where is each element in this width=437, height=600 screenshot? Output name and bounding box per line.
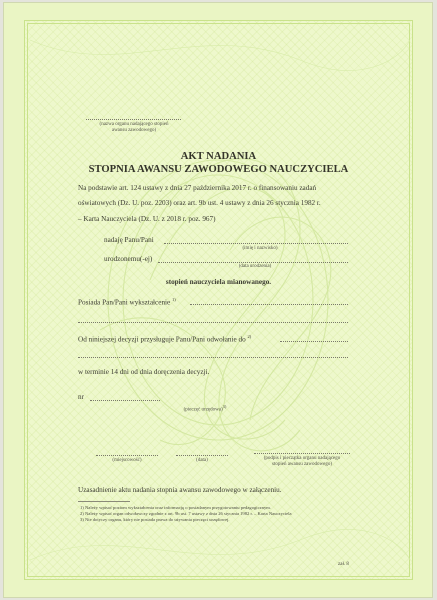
degree-text: stopień nauczyciela mianowanego. bbox=[165, 278, 272, 286]
birth-date-field[interactable] bbox=[158, 262, 348, 263]
grant-label: nadaję Panu/Pani bbox=[104, 236, 154, 244]
justification-note: Uzasadnienie aktu nadania stopnia awansu zawodowego w załączeniu. bbox=[78, 486, 282, 494]
signature-field[interactable] bbox=[254, 453, 350, 454]
education-field-1[interactable] bbox=[190, 304, 348, 305]
footnote-2: 2) Należy wpisać organ odwoławczy zgodnie z art. 9b ust. 7 ustawy z dnia 26 stycznia 1982 r. – Karta Nauczyciela bbox=[80, 511, 292, 516]
document-subtitle: STOPNIA AWANSU ZAWODOWEGO NAUCZYCIELA bbox=[88, 164, 349, 175]
footnote-3: 3) Nie dotyczy organu, który nie posiada prawa do używania pieczęci urzędowej. bbox=[80, 517, 230, 522]
issuer-line bbox=[86, 119, 181, 120]
date-caption: (data) bbox=[196, 458, 208, 463]
born-label: urodzonemu(-ej) bbox=[104, 255, 153, 263]
signature-caption-1: (podpis i pieczątka organu nadającego bbox=[263, 456, 341, 461]
appeal-deadline: w terminie 14 dni od dnia doręczenia decyzji. bbox=[78, 368, 210, 376]
document-title: AKT NADANIA bbox=[180, 151, 257, 162]
footnote-1: 1) Należy wpisać poziom wykształcenia oraz informację o posiadanym przygotowaniu pedagogicznym. bbox=[80, 505, 271, 510]
issuer-caption-1: (nazwa organu nadającego stopień bbox=[99, 122, 169, 127]
appeal-label: Od niniejszej decyzji przysługuje Panu/Pani odwołanie do $^{2)}$ bbox=[78, 334, 252, 344]
official-seal-caption: (pieczęć urzędowa)$^{3)}$ bbox=[183, 404, 227, 413]
number-label: nr bbox=[78, 393, 84, 401]
education-field-2[interactable] bbox=[78, 322, 348, 323]
legal-basis-3: – Karta Nauczyciela (Dz. U. z 2018 r. poz. 967) bbox=[78, 215, 216, 223]
appeal-field-1[interactable] bbox=[280, 341, 348, 342]
education-footnote-ref: 1) bbox=[172, 297, 176, 302]
education-label: Posiada Pan/Pani wykształcenie $^{1)}$ bbox=[78, 297, 176, 307]
legal-basis-2: oświatowych (Dz. U. poz. 2203) oraz art. 9b ust. 4 ustawy z dnia 26 stycznia 1982 r. bbox=[78, 199, 321, 207]
name-field[interactable] bbox=[164, 243, 348, 244]
place-caption: (miejscowość) bbox=[112, 458, 142, 463]
seal-footnote-ref: 3) bbox=[222, 404, 227, 409]
number-field[interactable] bbox=[90, 400, 160, 401]
birth-date-caption: (data urodzenia) bbox=[238, 264, 272, 269]
date-field[interactable] bbox=[176, 455, 228, 456]
place-field[interactable] bbox=[96, 455, 158, 456]
appeal-field-2[interactable] bbox=[78, 357, 348, 358]
signature-caption-2: stopień awansu zawodowego) bbox=[272, 462, 332, 467]
form-number: zał. 8 bbox=[338, 562, 349, 567]
name-caption: (imię i nazwisko) bbox=[242, 246, 278, 251]
appeal-footnote-ref: 2) bbox=[247, 334, 252, 339]
issuer-caption-2: awansu zawodowego) bbox=[111, 128, 157, 133]
legal-basis-1: Na podstawie art. 124 ustawy z dnia 27 października 2017 r. o finansowaniu zadań bbox=[78, 184, 317, 192]
footnote-separator bbox=[78, 501, 130, 502]
